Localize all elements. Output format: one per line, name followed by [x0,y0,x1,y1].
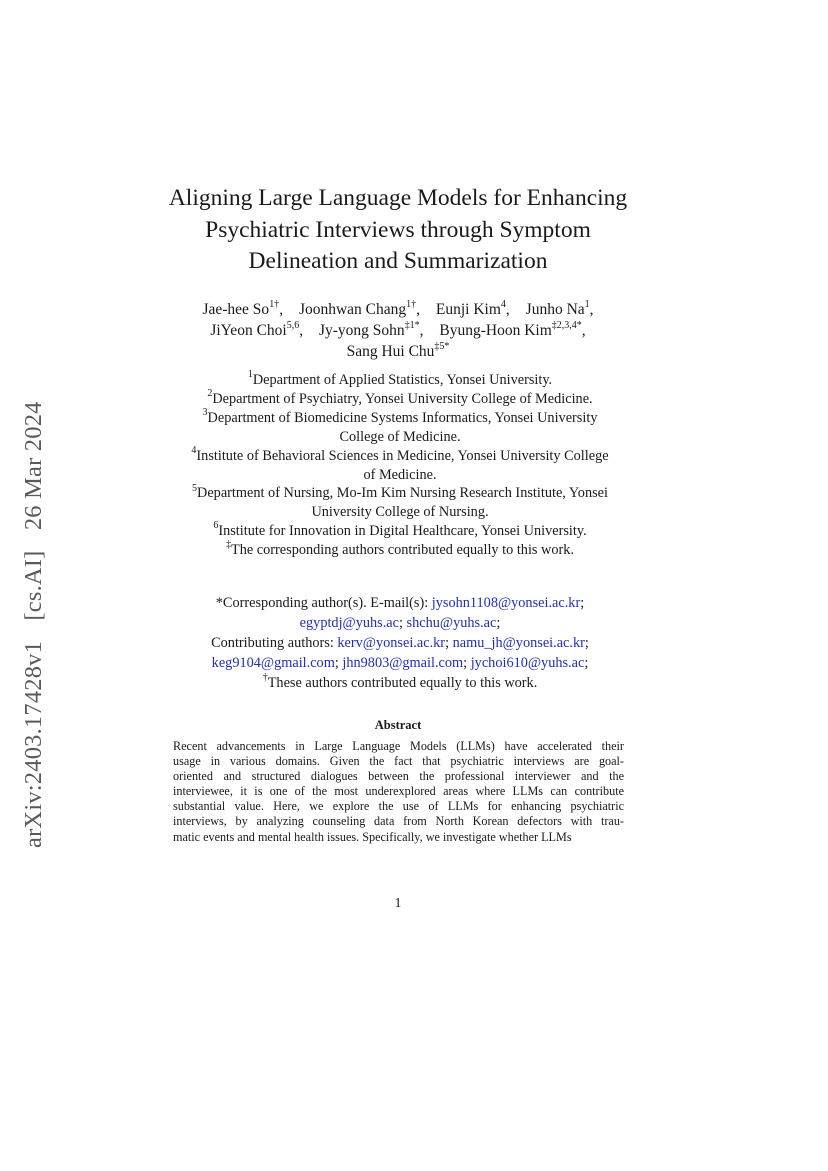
abstract-line: interviewee, it is one of the most underexplored areas where LLMs can contribute [173,784,624,799]
author: JiYeon Choi$^{5,6}$, [210,319,304,339]
arxiv-date: 26 Mar 2024 [20,401,47,531]
email-link[interactable]: namu_jh@yonsei.ac.kr [452,635,585,651]
affiliation: $^1$Department of Applied Statistics, Yonsei University. [247,369,553,388]
email-link[interactable]: egyptdj@yuhs.ac [299,615,399,631]
abstract-line: matic events and mental health issues. Specifically, we investigate whether LLMs [173,829,572,844]
author: Jae-hee $So^{1\dagger}$, [202,298,284,318]
author: Sang Hui Chu$^{\ddagger 5*}$ [346,340,450,360]
page-number: 1 [394,896,402,911]
affiliation: $^3$Department of Biomedicine Systems Informatics, Yonsei University [202,407,598,426]
abstract-body [173,739,624,845]
email-link[interactable]: keg9104@gmail.com [211,655,335,671]
equal-contribution-note: ‡The corresponding authors contributed equally to this work. [225,539,575,559]
affiliation-continued: of Medicine. [363,466,437,483]
email-link[interactable]: kerv@yonsei.ac.kr [337,635,446,651]
arxiv-id: arXiv:2403.17428v1 [20,640,47,848]
author: Junho Na$^1$, [525,298,594,318]
author: Jy-yong Sohn$^{\ddagger 1*}$, [318,319,424,339]
title-line: Psychiatric Interviews through Symptom [205,216,591,243]
abstract-line: interviews, by analyzing counseling data from North Korean defectors with trau- [173,814,624,829]
equal-note: †These authors contributed equally to this work. [262,672,538,691]
abstract-heading: Abstract [374,718,422,732]
abstract-line: Recent advancements in Large Language Models (LLMs) have accelerated their [173,739,624,753]
paper-title [130,183,666,278]
author-list [130,299,666,362]
abstract-line: usage in various domains. Given the fact that psychiatric interviews are goal- [173,754,624,769]
email-link[interactable]: jysohn1108@yonsei.ac.kr [431,595,581,611]
email-link[interactable]: jychoi610@yuhs.ac [470,655,585,671]
title-line: Aligning Large Language Models for Enhancing [168,185,628,211]
contact-block: *Corresponding author(s). E-mail(s): jysohn1108@yonsei.ac.kr; egyptdj@yuhs.ac; shchu@yuhs.ac; Contributing authors: kerv@yonsei.ac.kr; namu_jh@yonsei.ac.kr; keg9104@gmail.com; jhn9803@gmail.com; jychoi610@yuhs.ac; †These authors contributed equally to this work. [150,593,650,693]
author: Joonhwan Chang$^{1\dagger}$, [298,298,421,318]
abstract-line: substantial value. Here, we explore the use of LLMs for enhancing psychiatric [173,799,624,814]
affiliation: $^6$Institute for Innovation in Digital Healthcare, Yonsei University. [213,520,587,540]
contributing-label: Contributing authors: [211,635,334,651]
affiliation: $^5$Department of Nursing, Mo-Im Kim Nursing Research Institute, Yonsei [192,482,608,502]
affiliation: $^2$Department of Psychiatry, Yonsei University College of Medicine. [207,388,593,407]
abstract-line: oriented and structured dialogues between the professional interviewer and the [173,769,624,784]
corresponding-label: *Corresponding author(s). E-mail(s): [215,595,429,611]
author: Eunji Kim$^4$, [435,298,510,318]
arxiv-identifier [20,368,48,848]
author: Byung-Hoon Kim$^{\ddagger 2,3,4*}$, [439,319,586,339]
affiliation-continued: College of Medicine. [339,428,461,445]
email-link[interactable]: jhn9803@gmail.com [342,655,464,671]
affiliation: $^4$Institute of Behavioral Sciences in Medicine, Yonsei University College [191,444,609,464]
title-line: Delineation and Summarization [248,248,548,274]
arxiv-category: [cs.AI] [20,550,47,621]
email-link[interactable]: shchu@yuhs.ac [406,615,497,631]
affiliation-list [150,371,650,560]
affiliation-continued: University College of Nursing. [311,504,489,521]
